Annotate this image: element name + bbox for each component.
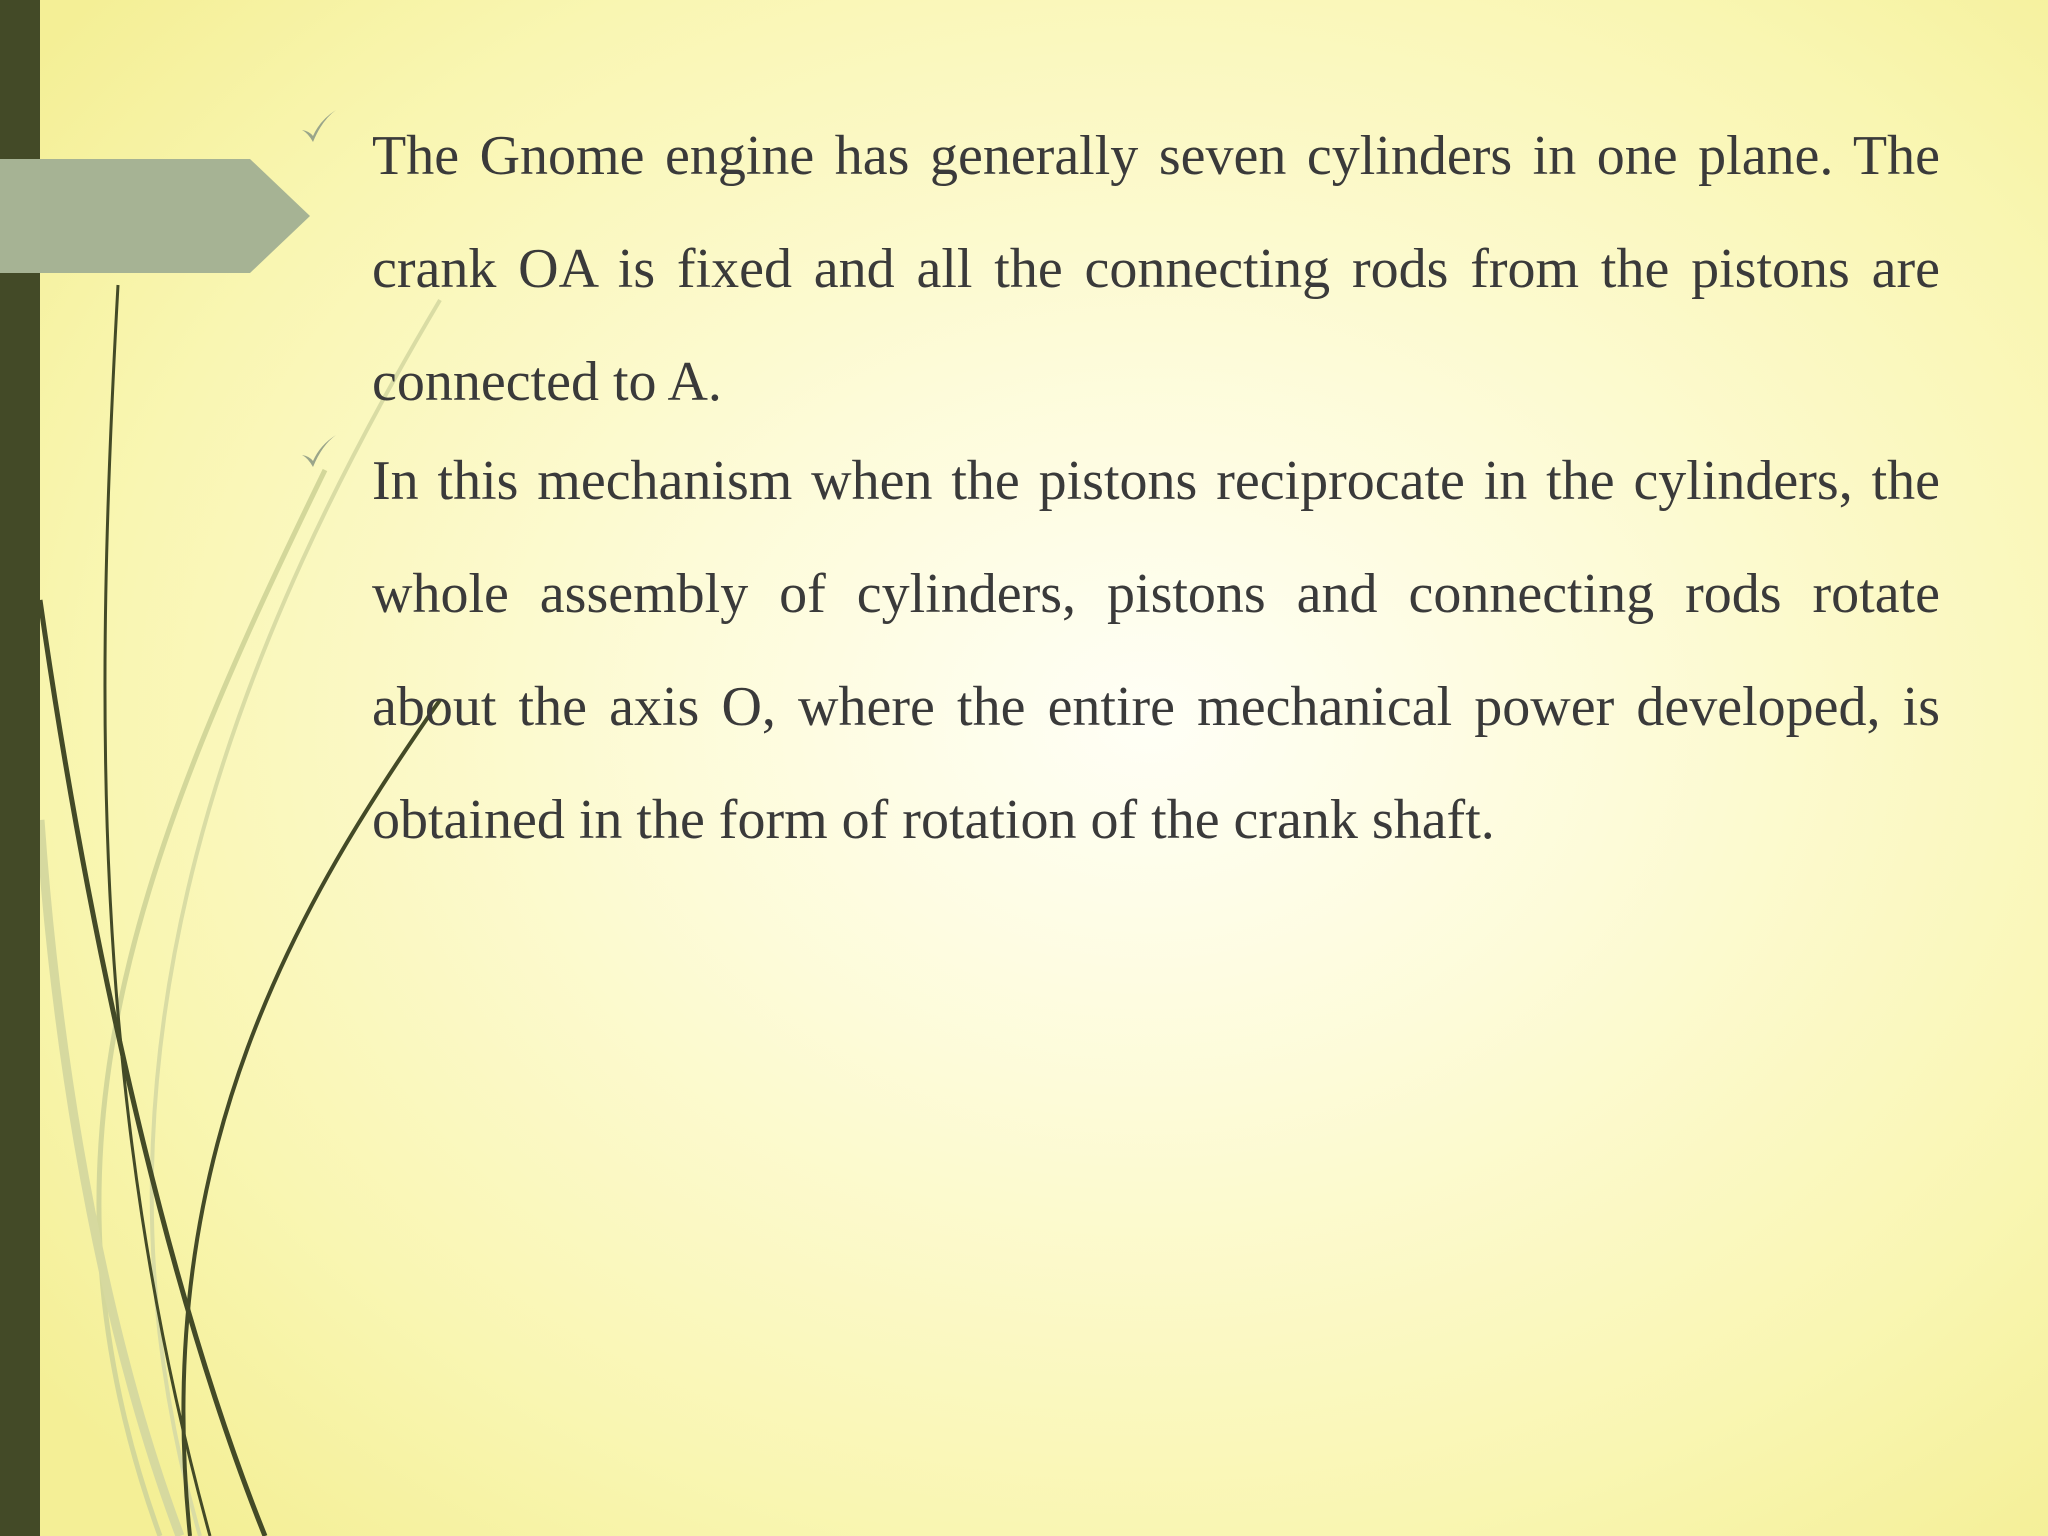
bullet-text: In this mechanism when the pistons reciprocate in the cylinders, the whole assembly of cylinders, pistons and connecting rods rotate about the axis O, where the entire mechanical power developed, is obtained in the form of rotation of the crank shaft. [372,450,1940,851]
bullet-item [300,425,1940,877]
bullet-item [300,100,1940,439]
bullet-text: The Gnome engine has generally seven cylinders in one plane. The crank OA is fixed and all the connecting rods from the pistons are connected to A. [372,125,1940,413]
checkmark-icon [298,108,338,148]
light-stem-3 [40,820,180,1536]
accent-tab [0,159,310,273]
checkmark-icon [298,433,338,473]
bullet-list [300,125,1940,891]
